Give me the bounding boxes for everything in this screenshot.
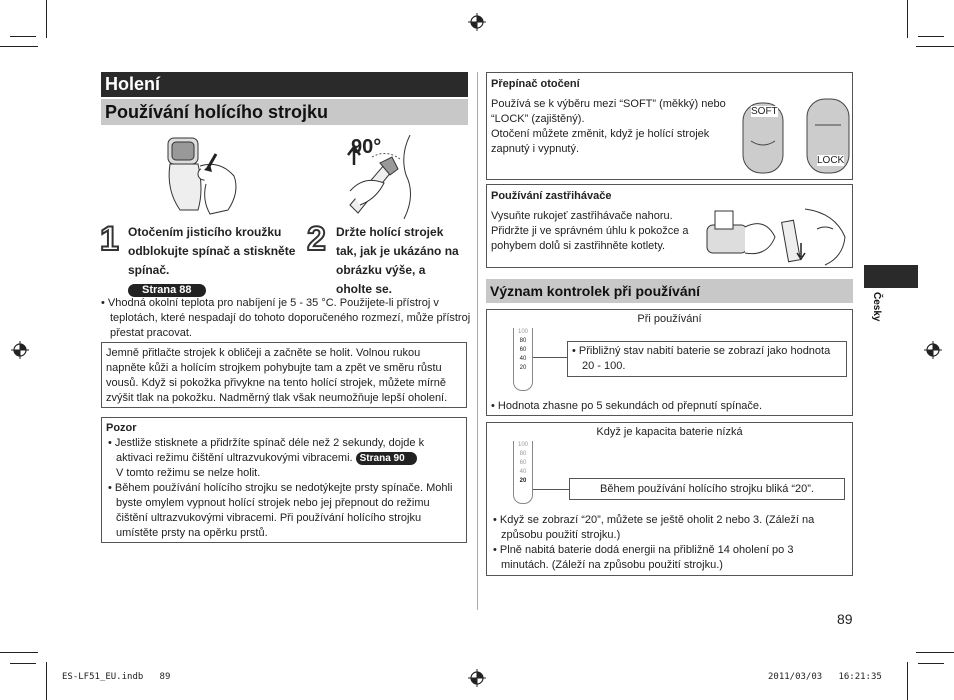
caution-bullet-1: • Jestliže stisknete a přidržíte spínač déle než 2 sekundy, dojde k aktivaci režimu čištění ultrazvukovými vibracemi. <box>108 437 425 464</box>
footer-file: ES-LF51_EU.indb 89 <box>62 672 171 682</box>
angle-label: 90° <box>351 136 382 158</box>
low-battery-note-1: • Když se zobrazí “20”, můžete se ještě oholit 2 nebo 3. (Záleží na způsobu použití strojku.) <box>493 514 815 541</box>
crop-mark <box>0 652 38 653</box>
in-use-label: Při používání <box>637 313 702 325</box>
crop-mark <box>0 46 38 47</box>
language-tab <box>864 265 918 288</box>
caution-bullet-1b: V tomto režimu se nelze holit. <box>116 467 261 479</box>
low-battery-box <box>486 422 853 576</box>
rotation-switch-box <box>486 72 853 180</box>
registration-mark-icon <box>468 13 486 31</box>
step2-text: Držte holící strojek tak, jak je ukázáno na obrázku výše, a oholte se. <box>336 225 459 296</box>
soft-label: SOFT <box>751 106 778 117</box>
crop-mark <box>916 46 954 47</box>
in-use-callout: • Přibližný stav nabití baterie se zobrazí jako hodnota 20 - 100. <box>567 341 847 377</box>
caution-bullet-2: • Během používání holícího strojku se nedotýkejte prsty spínače. Mohli byste omylem vypnout holící strojek nebo jej přepnout do režimu čištění ultrazvukovými vibracemi. Při používání holícího strojku umístěte prsty na opěrku prstů. <box>108 482 453 539</box>
in-use-note: • Hodnota zhasne po 5 sekundách od přepnutí spínače. <box>491 400 763 412</box>
crop-mark <box>46 0 47 38</box>
low-battery-note-2: • Plně nabitá baterie dodá energii na přibližně 14 oholení po 3 minutách. (Záleží na způsobu použití strojku.) <box>493 544 794 571</box>
language-tab-label: Česky <box>871 292 882 322</box>
registration-mark-icon <box>924 341 942 359</box>
column-divider <box>477 72 478 610</box>
footer-datetime: 2011/03/03 16:21:35 <box>768 672 882 682</box>
crop-mark <box>916 652 954 653</box>
temperature-note: • Vhodná okolní teplota pro nabíjení je 5 - 35 °C. Použijete-li přístroj v teplotách, které nespadají do tohoto doporučeného rozmezí, může přístroj přestat pracovat. <box>101 297 471 339</box>
trimmer-box-title: Používání zastřihávače <box>491 190 612 202</box>
in-use-box <box>486 309 853 416</box>
callout-line <box>533 489 569 490</box>
step-number: 1 <box>100 220 119 258</box>
crop-mark <box>918 36 944 37</box>
registration-mark-icon <box>468 669 486 687</box>
switch-box-text-2: Otočení můžete změnit, když je holící strojek zapnutý i vypnutý. <box>491 128 710 155</box>
switch-box-title: Přepínač otočení <box>491 78 580 90</box>
battery-gauge: 100 80 60 40 20 <box>513 441 533 504</box>
step-number: 2 <box>307 220 326 258</box>
caution-box <box>101 417 467 543</box>
lock-label: LOCK <box>817 155 845 166</box>
registration-mark-icon <box>11 341 29 359</box>
subsection-title: Používání holícího strojku <box>101 99 468 125</box>
crop-mark <box>46 662 47 700</box>
shaver-hand-illustration <box>150 130 250 220</box>
switch-box-text-1: Používá se k výběru mezi “SOFT” (měkký) nebo “LOCK” (zajištěný). <box>491 98 726 125</box>
crop-mark <box>907 0 908 38</box>
indicator-heading: Význam kontrolek při používání <box>486 279 853 303</box>
low-battery-callout: Během používání holícího strojku bliká “20”. <box>569 478 845 500</box>
strana-90-badge[interactable]: Strana 90 <box>356 452 417 465</box>
crop-mark <box>10 36 36 37</box>
shaving-tip-box <box>101 342 467 408</box>
trimmer-box <box>486 184 853 268</box>
crop-mark <box>10 663 36 664</box>
battery-gauge: 100 80 60 40 20 <box>513 328 533 391</box>
crop-mark <box>918 663 944 664</box>
caution-title: Pozor <box>106 422 137 434</box>
page-number: 89 <box>837 611 853 627</box>
section-title: Holení <box>101 72 468 97</box>
trimmer-box-text: Vysuňte rukojeť zastřihávače nahoru. Přidržte ji ve správném úhlu k pokožce a pohybem dolů si zastřihněte kotlety. <box>491 210 689 252</box>
callout-line <box>533 357 567 358</box>
trimmer-illustration <box>705 207 851 267</box>
low-battery-label: Když je kapacita baterie nízká <box>596 426 743 438</box>
shaving-tip-text: Jemně přitlačte strojek k obličeji a začněte se holit. Volnou rukou napněte kůži a holícím strojkem pohybujte tam a zpět ve směru růstu vousů. Když si pokožka přivykne na tento holící strojek, můžete mírně zvýšit tlak na pokožku. Nadměrný tlak však neumožňuje lepší oholení. <box>106 347 448 404</box>
crop-mark <box>907 662 908 700</box>
strana-88-badge[interactable]: Strana 88 <box>128 280 206 298</box>
step1-text: Otočením jisticího kroužku odblokujte spínač a stiskněte spínač. <box>128 225 296 277</box>
